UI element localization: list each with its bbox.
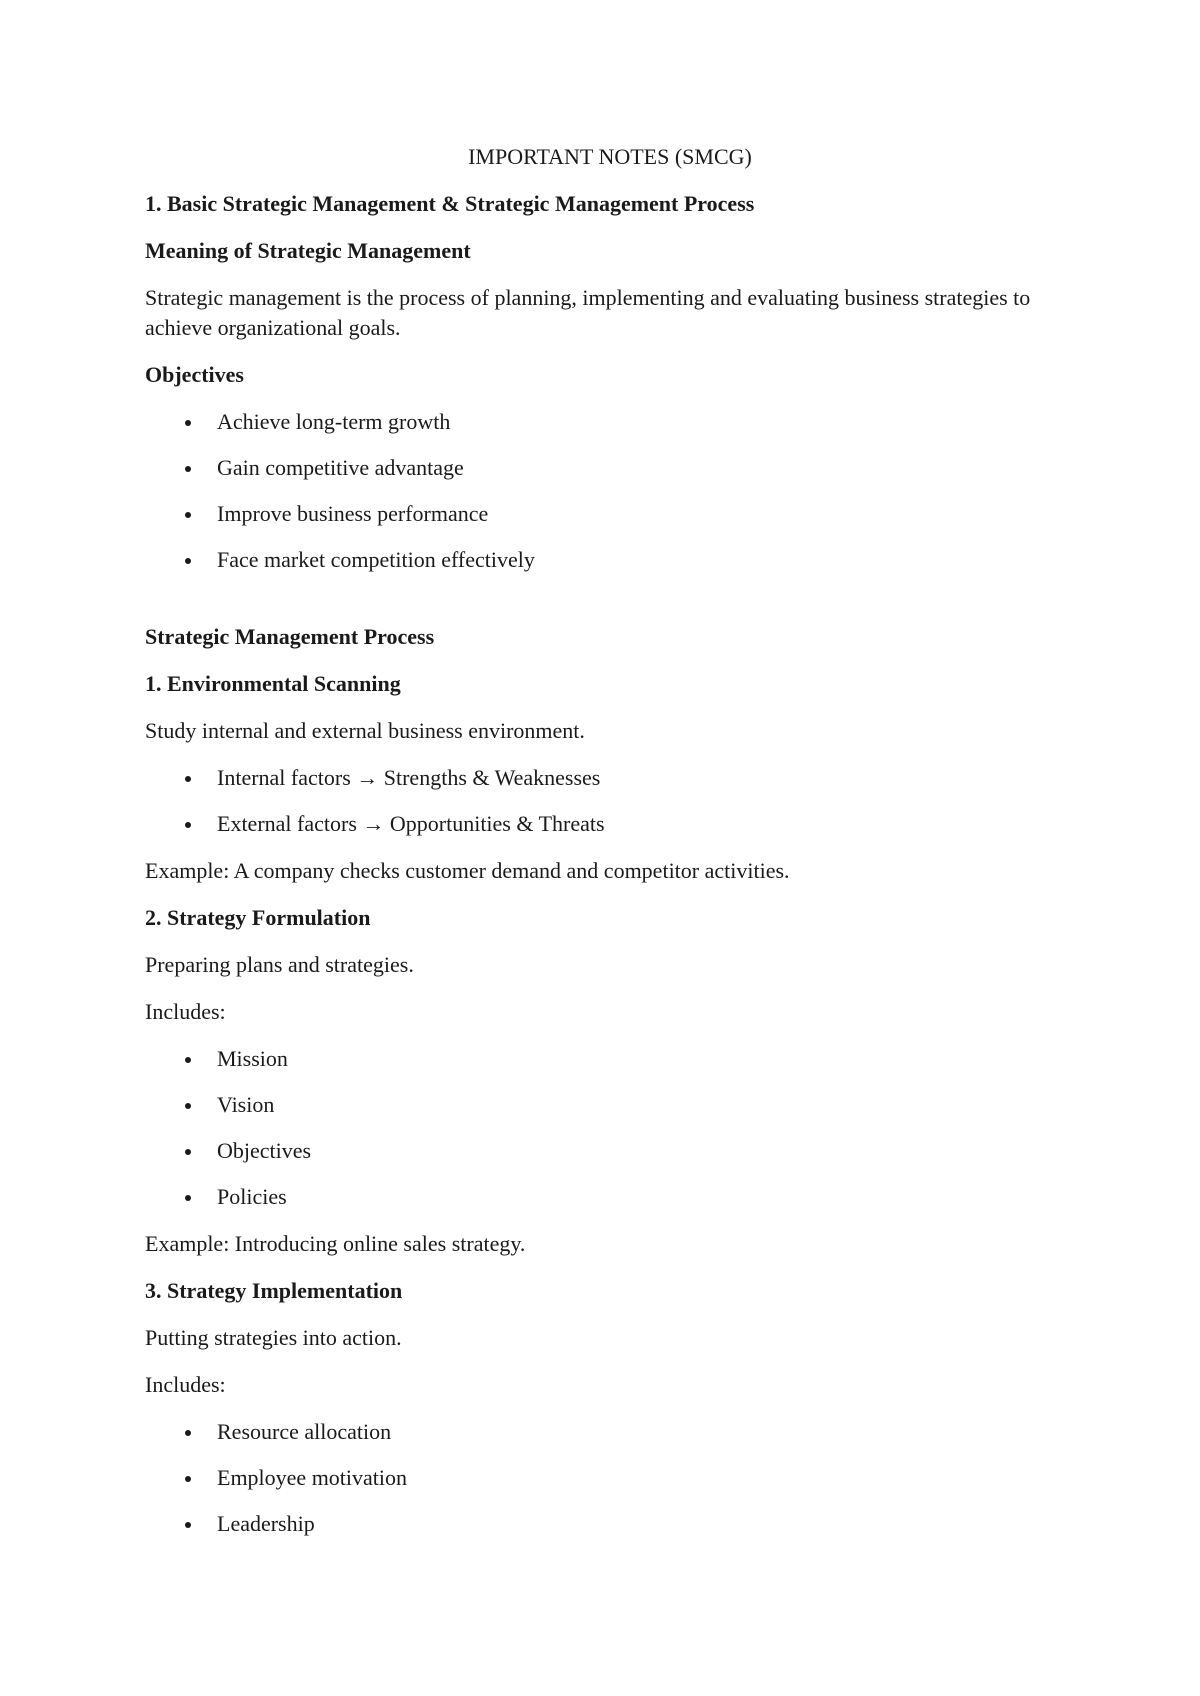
blank-line [145, 592, 1075, 622]
list-item-text: Internal factors → Strengths & Weaknesses [217, 765, 601, 790]
section-heading: 1. Basic Strategic Management & Strategic Management Process [145, 191, 755, 216]
list-item-text: Achieve long-term growth [217, 409, 451, 434]
objectives-list [145, 407, 1075, 575]
document-title: IMPORTANT NOTES (SMCG) [468, 144, 752, 169]
implementation-includes: Includes: [145, 1372, 226, 1397]
list-item-text: Mission [217, 1046, 288, 1071]
list-item [145, 1136, 1075, 1166]
objectives-heading: Objectives [145, 362, 244, 387]
formulation-text: Preparing plans and strategies. [145, 952, 414, 977]
bullet-icon [185, 1057, 191, 1063]
document-body [145, 142, 1075, 1556]
bullet-icon [185, 822, 191, 828]
meaning-heading: Meaning of Strategic Management [145, 238, 471, 263]
list-item-text: External factors → Opportunities & Threats [217, 811, 605, 836]
bullet-icon [185, 1476, 191, 1482]
bullet-icon [185, 1195, 191, 1201]
formulation-heading: 2. Strategy Formulation [145, 905, 371, 930]
list-item-text: Gain competitive advantage [217, 455, 464, 480]
list-item [145, 1463, 1075, 1493]
bullet-icon [185, 1522, 191, 1528]
list-item [145, 1509, 1075, 1539]
bullet-icon [185, 1149, 191, 1155]
bullet-icon [185, 1103, 191, 1109]
env-scanning-heading: 1. Environmental Scanning [145, 671, 401, 696]
list-item [145, 1182, 1075, 1212]
bullet-icon [185, 1430, 191, 1436]
list-item-text: Face market competition effectively [217, 547, 535, 572]
list-item-text: Vision [217, 1092, 275, 1117]
list-item-text: Employee motivation [217, 1465, 408, 1490]
bullet-icon [185, 776, 191, 782]
list-item [145, 763, 1075, 793]
bullet-icon [185, 466, 191, 472]
process-heading: Strategic Management Process [145, 624, 435, 649]
formulation-includes: Includes: [145, 999, 226, 1024]
list-item [145, 1090, 1075, 1120]
list-item-text: Improve business performance [217, 501, 489, 526]
bullet-icon [185, 420, 191, 426]
env-scanning-example: Example: A company checks customer demand and competitor activities. [145, 858, 790, 883]
list-item [145, 809, 1075, 839]
list-item [145, 1044, 1075, 1074]
list-item-text: Objectives [217, 1138, 312, 1163]
formulation-list [145, 1044, 1075, 1212]
list-item [145, 499, 1075, 529]
list-item-text: Resource allocation [217, 1419, 392, 1444]
formulation-example: Example: Introducing online sales strategy. [145, 1231, 526, 1256]
list-item [145, 453, 1075, 483]
bullet-icon [185, 512, 191, 518]
list-item [145, 545, 1075, 575]
implementation-list [145, 1417, 1075, 1539]
list-item-text: Policies [217, 1184, 287, 1209]
list-item [145, 407, 1075, 437]
env-scanning-list [145, 763, 1075, 839]
implementation-text: Putting strategies into action. [145, 1325, 402, 1350]
list-item-text: Leadership [217, 1511, 315, 1536]
implementation-heading: 3. Strategy Implementation [145, 1278, 403, 1303]
meaning-paragraph: Strategic management is the process of planning, implementing and evaluating business strategies to achieve organizational goals. [145, 285, 1031, 340]
list-item [145, 1417, 1075, 1447]
bullet-icon [185, 558, 191, 564]
env-scanning-text: Study internal and external business environment. [145, 718, 585, 743]
